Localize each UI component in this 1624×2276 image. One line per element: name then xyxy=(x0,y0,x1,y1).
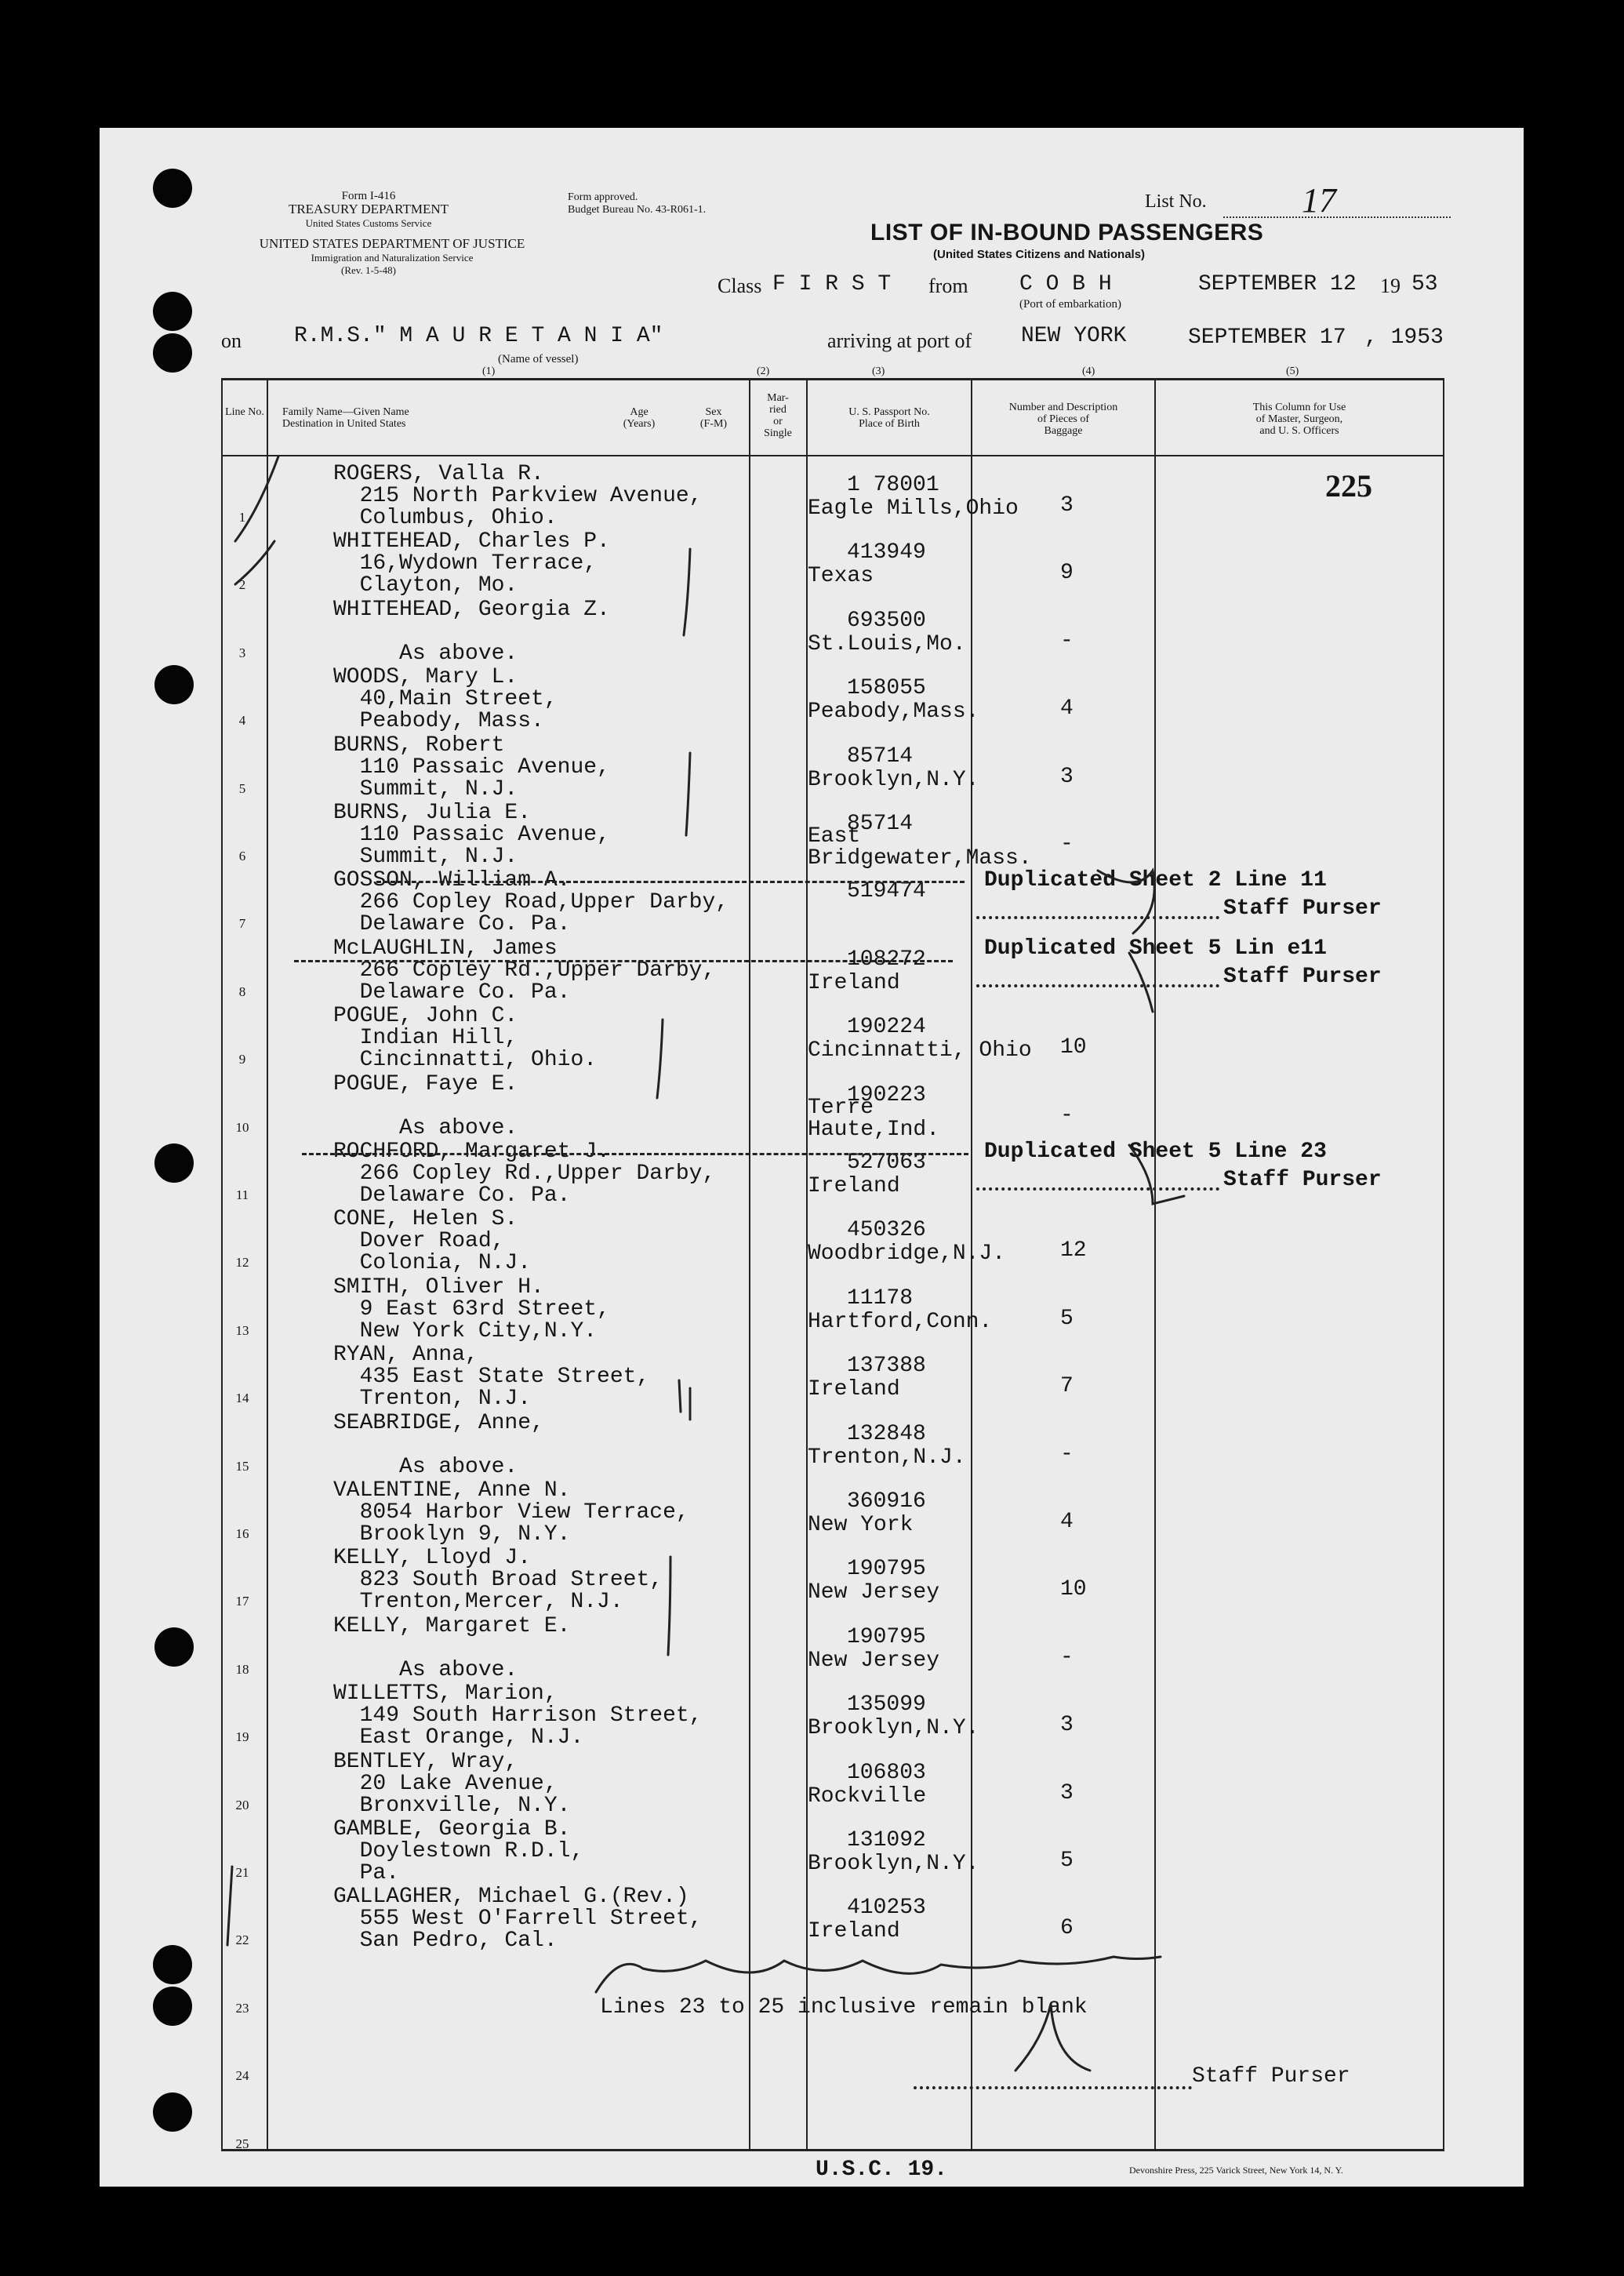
passport-number: 693500 xyxy=(847,608,926,633)
line-number: 20 xyxy=(235,1797,249,1812)
place-of-birth: Hartford,Conn. xyxy=(808,1309,993,1334)
passport-number: 190795 xyxy=(847,1624,926,1649)
line-number: 18 xyxy=(235,1661,249,1677)
place-of-birth: Trenton,N.J. xyxy=(808,1445,966,1470)
customs-service: United States Customs Service xyxy=(305,217,432,229)
place-of-birth: Texas xyxy=(808,564,874,589)
header-baggage: Number and Description of Pieces of Baggage xyxy=(1008,402,1118,437)
header-married: Mar- ried or Single xyxy=(764,392,792,439)
passenger-address: Trenton, N.J. xyxy=(333,1387,532,1412)
officer-mark: 225 xyxy=(1325,468,1372,504)
closing-sign: Staff Purser xyxy=(1192,2064,1350,2089)
line-number: 9 xyxy=(238,1052,246,1067)
passenger-address: Summit, N.J. xyxy=(333,845,518,869)
place-of-birth: Ireland xyxy=(808,1377,900,1402)
baggage-count: 5 xyxy=(1060,1306,1074,1331)
passport-number: 190224 xyxy=(847,1015,926,1040)
passenger-address: San Pedro, Cal. xyxy=(333,1929,558,1954)
col-number-1: (1) xyxy=(482,365,496,377)
line-number: 19 xyxy=(235,1729,249,1745)
passport-number: 106803 xyxy=(847,1760,926,1785)
passenger-address: Brooklyn 9, N.Y. xyxy=(333,1522,571,1547)
passenger-address: Pa. xyxy=(333,1861,400,1885)
class-value: F I R S T xyxy=(772,272,892,296)
line-number: 4 xyxy=(238,713,246,729)
baggage-count: 9 xyxy=(1060,561,1074,586)
passenger-address: 266 Copley Road,Upper Darby, xyxy=(333,890,729,915)
line-number: 3 xyxy=(238,645,246,660)
treasury-department: TREASURY DEPARTMENT xyxy=(288,202,449,216)
header-name: Family Name—Given Name Destination in United States xyxy=(282,406,409,430)
line-number: 7 xyxy=(238,916,246,932)
place-of-birth: Haute,Ind. xyxy=(808,1117,940,1142)
passenger-name: SEABRIDGE, Anne, xyxy=(333,1410,544,1435)
line-number: 2 xyxy=(238,577,246,593)
staff-purser-sign: Staff Purser xyxy=(1223,896,1382,922)
embark-date: SEPTEMBER 12 xyxy=(1198,272,1357,296)
baggage-count: 10 xyxy=(1060,1035,1087,1060)
line-number: 16 xyxy=(235,1526,249,1541)
place-of-birth: New York xyxy=(808,1513,914,1537)
passenger-address: 555 West O'Farrell Street, xyxy=(333,1907,703,1932)
passenger-address: As above. xyxy=(333,1454,518,1479)
passport-number: 137388 xyxy=(847,1354,926,1379)
passenger-name: WHITEHEAD, Charles P. xyxy=(333,529,610,554)
initials-mark xyxy=(1098,871,1154,933)
passport-number: 11178 xyxy=(847,1285,914,1311)
check-mark xyxy=(227,1867,232,1945)
passport-number: 132848 xyxy=(847,1421,926,1446)
duplicate-note: Duplicated Sheet 5 Lin e11 xyxy=(984,936,1327,961)
line-number: 25 xyxy=(235,2136,249,2151)
passenger-name: SMITH, Oliver H. xyxy=(333,1274,544,1300)
passenger-address: As above. xyxy=(333,1115,518,1140)
passenger-address: Bronxville, N.Y. xyxy=(333,1793,571,1818)
passenger-address: Clayton, Mo. xyxy=(333,573,518,598)
passenger-name: BURNS, Julia E. xyxy=(333,801,532,825)
staff-purser-sign: Staff Purser xyxy=(1223,964,1382,989)
place-of-birth: Peabody,Mass. xyxy=(808,700,979,725)
passport-number: 410253 xyxy=(847,1896,926,1921)
passenger-name: RYAN, Anna, xyxy=(333,1343,478,1368)
passenger-address: 266 Copley Rd.,Upper Darby, xyxy=(333,1162,716,1186)
line-number: 11 xyxy=(235,1187,249,1202)
passport-number: 108272 xyxy=(847,947,926,972)
place-of-birth: Brooklyn,N.Y. xyxy=(808,767,979,792)
passenger-name: WHITEHEAD, Georgia Z. xyxy=(333,597,610,622)
place-of-birth: New Jersey xyxy=(808,1648,940,1673)
tally-mark xyxy=(679,1380,690,1420)
line-number: 13 xyxy=(235,1322,249,1338)
place-of-birth: New Jersey xyxy=(808,1580,940,1605)
place-of-birth: Brooklyn,N.Y. xyxy=(808,1852,979,1876)
line-number: 23 xyxy=(235,2000,249,2016)
passport-number: 360916 xyxy=(847,1489,926,1514)
baggage-count: 3 xyxy=(1060,764,1074,789)
baggage-count: - xyxy=(1060,1103,1074,1128)
line-number: 21 xyxy=(235,1865,249,1880)
col-number-2: (2) xyxy=(757,365,770,377)
line-number: 10 xyxy=(235,1119,249,1135)
initials-mark xyxy=(1129,1145,1184,1204)
initials-mark xyxy=(1015,2004,1090,2071)
passport-number: 131092 xyxy=(847,1828,926,1852)
passenger-address: Summit, N.J. xyxy=(333,776,518,802)
passport-number: 85714 xyxy=(847,812,914,836)
passenger-name: CONE, Helen S. xyxy=(333,1207,518,1232)
passenger-name: VALENTINE, Anne N. xyxy=(333,1478,571,1503)
on-label: on xyxy=(221,329,242,352)
baggage-count: 3 xyxy=(1060,493,1074,518)
baggage-count: - xyxy=(1060,628,1074,653)
passenger-name: KELLY, Lloyd J. xyxy=(333,1546,532,1571)
line-number: 12 xyxy=(235,1255,249,1271)
passenger-name: KELLY, Margaret E. xyxy=(333,1613,571,1638)
place-of-birth: East xyxy=(808,824,861,849)
passenger-name: BENTLEY, Wray, xyxy=(333,1749,518,1774)
arrival-port: NEW YORK xyxy=(1021,324,1127,348)
place-of-birth: Brooklyn,N.Y. xyxy=(808,1716,979,1741)
passenger-address: 110 Passaic Avenue, xyxy=(333,823,610,847)
passenger-address: 435 East State Street, xyxy=(333,1365,650,1390)
passport-number: 190795 xyxy=(847,1557,926,1582)
line-number: 14 xyxy=(235,1391,249,1406)
vessel-name: R.M.S." M A U R E T A N I A" xyxy=(294,324,663,348)
line-number: 8 xyxy=(238,983,246,999)
header-officers: This Column for Use of Master, Surgeon, and U. S. Officers xyxy=(1252,402,1346,437)
header-passport: U. S. Passport No. Place of Birth xyxy=(848,406,930,430)
baggage-count: 4 xyxy=(1060,1510,1074,1534)
baggage-count: - xyxy=(1060,832,1074,856)
line-number: 24 xyxy=(235,2068,249,2084)
line-number: 22 xyxy=(235,1932,249,1948)
passenger-address: 40,Main Street, xyxy=(333,687,558,712)
passenger-name: WOODS, Mary L. xyxy=(333,665,518,690)
line-number: 1 xyxy=(238,510,246,525)
baggage-count: 7 xyxy=(1060,1374,1074,1399)
place-of-birth: St.Louis,Mo. xyxy=(808,631,966,656)
passenger-address: Delaware Co. Pa. xyxy=(333,980,571,1005)
col-number-3: (3) xyxy=(872,365,885,377)
closing-remark: Lines 23 to 25 inclusive remain blank xyxy=(600,1995,1088,2020)
passenger-address: 8054 Harbor View Terrace, xyxy=(333,1500,689,1525)
check-mark xyxy=(235,456,278,541)
place-of-birth: Terre xyxy=(808,1095,874,1120)
initials-mark xyxy=(1129,953,1153,1012)
embark-year: 53 xyxy=(1411,272,1438,296)
baggage-count: 5 xyxy=(1060,1849,1074,1873)
passport-number: 527063 xyxy=(847,1151,926,1175)
place-of-birth: Ireland xyxy=(808,1174,900,1198)
vessel-caption: (Name of vessel) xyxy=(498,353,579,365)
passenger-address: Doylestown R.D.l, xyxy=(333,1839,584,1863)
header-age: Age (Years) xyxy=(623,406,656,430)
from-label: from xyxy=(928,275,968,297)
place-of-birth: Ireland xyxy=(808,1919,900,1944)
passenger-name: WILLETTS, Marion, xyxy=(333,1682,558,1707)
port-embark-caption: (Port of embarkation) xyxy=(1019,298,1121,311)
page-subtitle: (United States Citizens and Nationals) xyxy=(933,248,1146,261)
printer-imprint: Devonshire Press, 225 Varick Street, New York 14, N. Y. xyxy=(1129,2165,1343,2176)
passenger-address: Delaware Co. Pa. xyxy=(333,1183,571,1208)
footer-code: U.S.C. 19. xyxy=(816,2158,948,2182)
passenger-address: Delaware Co. Pa. xyxy=(333,912,571,937)
passenger-address: 823 South Broad Street, xyxy=(333,1568,663,1593)
passport-number: 413949 xyxy=(847,540,926,565)
justice-department: UNITED STATES DEPARTMENT OF JUSTICE xyxy=(259,236,525,251)
passenger-address: 16,Wydown Terrace, xyxy=(333,551,598,576)
embark-year-prefix: 19 xyxy=(1380,275,1401,297)
duplicate-note: Duplicated Sheet 5 Line 23 xyxy=(984,1140,1327,1164)
list-number: 17 xyxy=(1302,181,1336,220)
passenger-address: 215 North Parkview Avenue, xyxy=(333,484,703,508)
passenger-address: Indian Hill, xyxy=(333,1026,518,1051)
col-number-4: (4) xyxy=(1082,365,1095,377)
baggage-count: 3 xyxy=(1060,1780,1074,1805)
passenger-name: POGUE, Faye E. xyxy=(333,1071,518,1096)
passenger-address: Columbus, Ohio. xyxy=(333,506,558,530)
list-number-label: List No. xyxy=(1145,191,1207,212)
place-of-birth: Woodbridge,N.J. xyxy=(808,1242,1006,1267)
passenger-name: McLAUGHLIN, James xyxy=(333,936,558,961)
baggage-count: - xyxy=(1060,1645,1074,1670)
place-of-birth: Bridgewater,Mass. xyxy=(808,846,1032,871)
line-number: 5 xyxy=(238,780,246,796)
place-of-birth: Eagle Mills,Ohio xyxy=(808,496,1019,521)
passport-number: 85714 xyxy=(847,744,914,769)
baggage-count: - xyxy=(1060,1442,1074,1467)
passenger-address: 9 East 63rd Street, xyxy=(333,1296,610,1322)
passport-number: 190223 xyxy=(847,1082,926,1107)
passenger-name: ROGERS, Valla R. xyxy=(333,462,544,486)
passport-number: 450326 xyxy=(847,1218,926,1243)
header-line-no: Line No. xyxy=(225,406,264,418)
passenger-address: As above. xyxy=(333,1657,518,1682)
passport-number: 135099 xyxy=(847,1692,926,1718)
passenger-address: New York City,N.Y. xyxy=(333,1318,598,1343)
passenger-address: Colonia, N.J. xyxy=(333,1251,532,1276)
budget-bureau: Budget Bureau No. 43-R061-1. xyxy=(568,204,707,216)
line-number: 17 xyxy=(235,1594,249,1609)
arrival-date: SEPTEMBER 17 xyxy=(1188,325,1346,350)
line-number: 15 xyxy=(235,1458,249,1474)
immigration-service: Immigration and Naturalization Service xyxy=(311,252,474,264)
passenger-address: 110 Passaic Avenue, xyxy=(333,754,610,780)
tally-mark xyxy=(657,1020,663,1098)
revision-date: (Rev. 1-5-48) xyxy=(341,264,396,276)
baggage-count: 10 xyxy=(1060,1577,1087,1602)
passport-number: 158055 xyxy=(847,676,926,701)
class-label: Class xyxy=(718,275,762,297)
passenger-address: Peabody, Mass. xyxy=(333,709,544,734)
form-number: Form I-416 xyxy=(341,190,396,202)
passenger-name: GAMBLE, Georgia B. xyxy=(333,1817,571,1842)
passport-number: 1 78001 xyxy=(847,473,939,497)
passport-number: 519474 xyxy=(847,879,926,904)
tally-mark xyxy=(686,753,690,835)
check-mark xyxy=(235,541,274,584)
baggage-count: 12 xyxy=(1060,1238,1087,1263)
passenger-address: 149 South Harrison Street, xyxy=(333,1703,703,1729)
page-title: LIST OF IN-BOUND PASSENGERS xyxy=(870,220,1264,245)
baggage-count: 4 xyxy=(1060,696,1074,722)
passenger-name: ROCHFORD, Margaret J. xyxy=(333,1140,610,1164)
tally-mark xyxy=(668,1557,670,1655)
passenger-name: GOSSON, William A. xyxy=(333,868,571,893)
passenger-address: Dover Road, xyxy=(333,1229,505,1254)
place-of-birth: Cincinnatti, Ohio xyxy=(808,1038,1032,1063)
place-of-birth: Rockville xyxy=(808,1783,927,1809)
passenger-address: Trenton,Mercer, N.J. xyxy=(333,1590,623,1615)
form-approved: Form approved. xyxy=(568,191,638,203)
passenger-address: 266 Copley Rd.,Upper Darby, xyxy=(333,958,716,983)
passenger-name: GALLAGHER, Michael G.(Rev.) xyxy=(333,1885,689,1910)
baggage-count: 3 xyxy=(1060,1713,1074,1738)
arriving-label: arriving at port of xyxy=(827,329,972,352)
handwritten-note xyxy=(596,1957,1161,1992)
passenger-address: 20 Lake Avenue, xyxy=(333,1771,558,1796)
tally-mark xyxy=(684,549,690,635)
passenger-address: As above. xyxy=(333,641,518,666)
header-sex: Sex (F-M) xyxy=(699,406,728,430)
line-number: 6 xyxy=(238,849,246,863)
passenger-name: POGUE, John C. xyxy=(333,1004,518,1029)
duplicate-note: Duplicated Sheet 2 Line 11 xyxy=(984,868,1327,893)
baggage-count: 6 xyxy=(1060,1916,1074,1941)
place-of-birth: Ireland xyxy=(808,970,900,995)
arrival-year: , 1953 xyxy=(1364,325,1444,350)
port-of-embarkation: C O B H xyxy=(1019,272,1112,296)
staff-purser-sign: Staff Purser xyxy=(1223,1168,1382,1192)
col-number-5: (5) xyxy=(1286,365,1299,377)
passenger-address: East Orange, N.J. xyxy=(333,1725,584,1751)
passenger-name: BURNS, Robert xyxy=(333,733,505,758)
passenger-address: Cincinnatti, Ohio. xyxy=(333,1048,598,1073)
